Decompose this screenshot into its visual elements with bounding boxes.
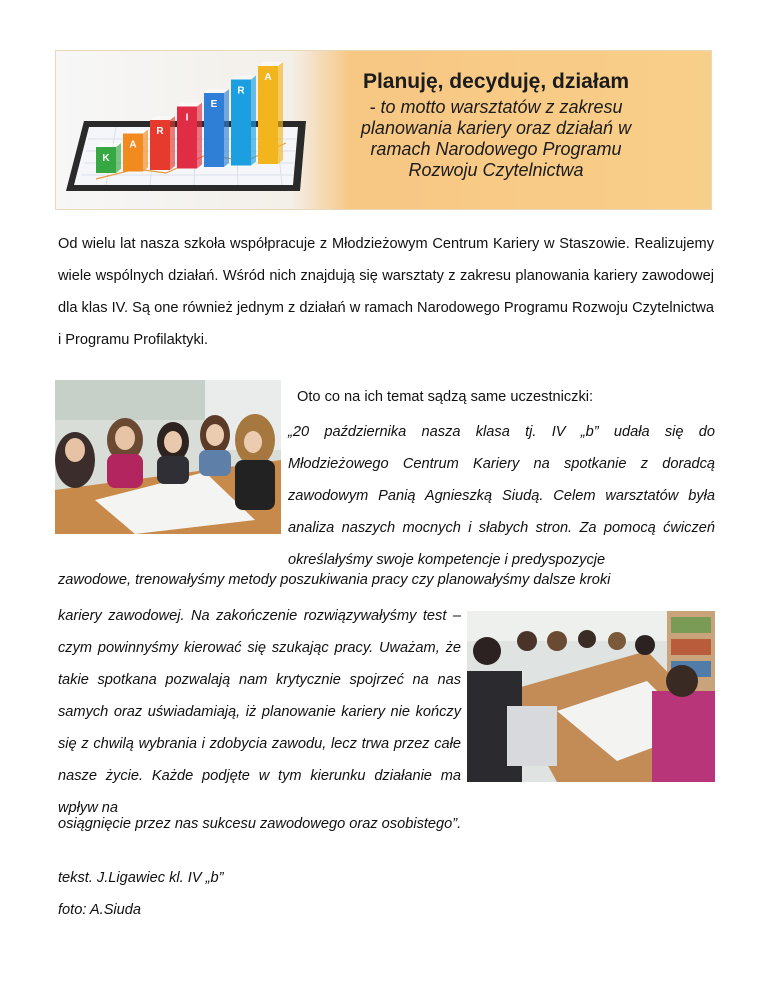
chart-bar-letter: R [156,126,164,137]
banner-subtitle-line: Rozwoju Czytelnictwa [408,160,584,180]
chart-bar-side [197,103,202,169]
banner-text-block [331,69,661,181]
workshop-photo-students [55,380,281,534]
banner-subtitle-line: ramach Narodowego Programu [370,139,622,159]
chart-bar-letter: E [210,99,218,110]
text-author-credit: tekst. J.Ligawiec kl. IV „b” [58,870,224,886]
chart-bar-side [143,130,148,172]
banner-title: Planuję, decyduję, działam [362,70,630,93]
chart-bar-letter: K [102,153,110,164]
quote-intro: Oto co na ich temat sądzą same uczestniczki: [297,389,594,405]
quote-text: kariery zawodowej. Na zakończenie rozwiązywałyśmy test – czym powinnyśmy kierować się szukając pracy. Uważam, że takie spotkana pozwalają nam krytycznie spojrzeć na nas samych oraz uświadamiają, iż planowanie kariery nie kończy się z chwilą wybrania i zdobycia zawodu, lecz trwa przez całe nasze życie. Każde podjęte w tym kierunku działanie ma wpływ na [58,608,461,816]
quote-text: „20 października nasza klasa tj. IV „b” udała się do Młodzieżowego Centrum Kariery na spotkanie z doradcą zawodowym Panią Agnieszką Siudą. Celem warsztatów była analiza naszych mocnych i słabych stron. Za pomocą ćwiczeń określałyśmy swoje kompetencje i predyspozycje [288,424,715,568]
chart-bar-letter: A [129,139,137,151]
chart-bar-side [116,143,121,173]
chart-bar-side [251,76,256,166]
chart-bar-letter: R [237,85,245,97]
chart-bar-side [278,62,283,164]
banner-subtitle [331,97,661,181]
workshop-photo-classroom [467,611,715,782]
chart-bar-side [170,116,175,170]
quote-text: osiągnięcie przez nas sukcesu zawodowego oraz osobistego”. [58,816,462,832]
career-chart-graphic [56,51,316,209]
photo-credit: foto: A.Siuda [58,902,142,918]
header-banner [55,50,712,210]
quote-text: zawodowe, trenowałyśmy metody poszukiwania pracy czy planowałyśmy dalsze kroki [58,572,611,588]
banner-subtitle-line: - to motto warsztatów z zakresu [369,97,623,117]
chart-bar-letter: A [264,72,272,83]
banner-subtitle-line: planowania kariery oraz działań w [360,118,632,138]
article-paragraph: Od wielu lat nasza szkoła współpracuje z Młodzieżowym Centrum Kariery w Staszowie. Realizujemy wiele wspólnych działań. Wśród nich znajdują się warsztaty z zakresu planowania kariery zawodowej dla klas IV. Są one również jednym z działań w ramach Narodowego Programu Rozwoju Czytelnictwa i Programu Profilaktyki. [58,236,714,348]
chart-bar-side [224,89,229,167]
chart-bar-letter: I [185,112,189,124]
